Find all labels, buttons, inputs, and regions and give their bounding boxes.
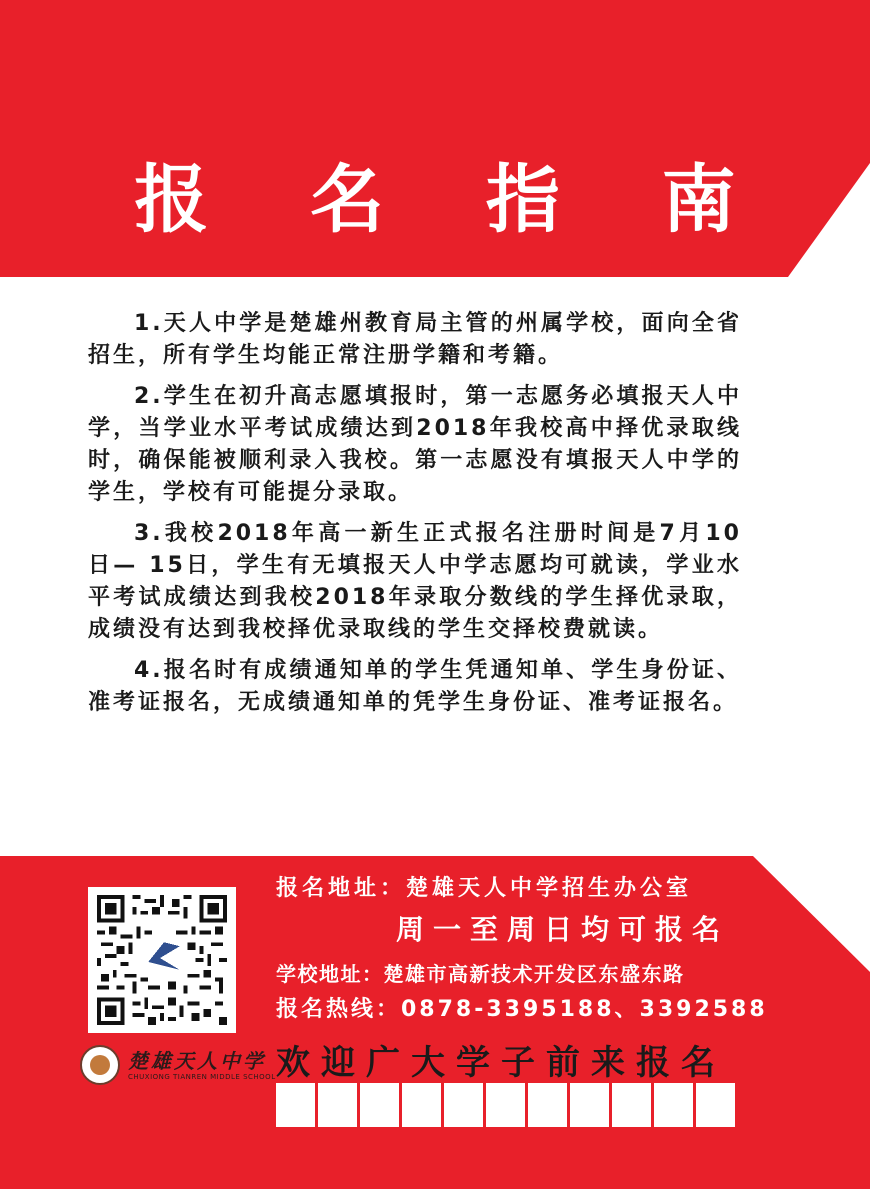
guide-content — [88, 308, 742, 728]
guide-paragraph-1: 1.天人中学是楚雄州教育局主管的州属学校，面向全省招生，所有学生均能正常注册学籍和考籍。 — [88, 311, 742, 368]
school-address: 学校地址：楚雄市高新技术开发区东盛东路 — [276, 962, 685, 986]
school-seal-icon — [80, 1045, 120, 1085]
register-address: 报名地址：楚雄天人中学招生办公室 — [276, 876, 693, 901]
blank-boxes — [276, 1083, 738, 1127]
blank-box — [528, 1083, 567, 1127]
blank-box — [444, 1083, 483, 1127]
blank-box — [654, 1083, 693, 1127]
qr-code-frame — [88, 887, 236, 1033]
guide-paragraph-4: 4.报名时有成绩通知单的学生凭通知单、学生身份证、准考证报名，无成绩通知单的凭学生身份证、准考证报名。 — [88, 658, 742, 715]
guide-paragraph-2: 2.学生在初升高志愿填报时，第一志愿务必填报天人中学，当学业水平考试成绩达到2018年我校高中择优录取线时，确保能被顺利录入我校。第一志愿没有填报天人中学的学生，学校有可能提分录取。 — [88, 384, 742, 505]
school-name-en: CHUXIONG TIANREN MIDDLE SCHOOL — [128, 1073, 276, 1081]
guide-paragraph-3: 3.我校2018年高一新生正式报名注册时间是7月10 日— 15日，学生有无填报天人中学志愿均可就读，学业水平考试成绩达到我校2018年录取分数线的学生择优录取，成绩没有达到我校择优录取线的学生交择校费就读。 — [88, 521, 742, 642]
page-title: 报 名 指 南 — [134, 157, 774, 243]
blank-box — [402, 1083, 441, 1127]
registration-hotline: 报名热线：0878-3395188、3392588 — [276, 997, 768, 1022]
blank-box — [318, 1083, 357, 1127]
blank-box — [570, 1083, 609, 1127]
blank-box — [276, 1083, 315, 1127]
blank-box — [612, 1083, 651, 1127]
registration-schedule: 周一至周日均可报名 — [396, 913, 730, 946]
welcome-slogan: 欢迎广大学子前来报名 — [276, 1043, 726, 1083]
school-logo — [80, 1043, 276, 1091]
blank-box — [486, 1083, 525, 1127]
blank-box — [696, 1083, 735, 1127]
qr-code-icon — [96, 895, 228, 1025]
blank-box — [360, 1083, 399, 1127]
school-name-cn: 楚雄天人中学 — [128, 1049, 266, 1073]
